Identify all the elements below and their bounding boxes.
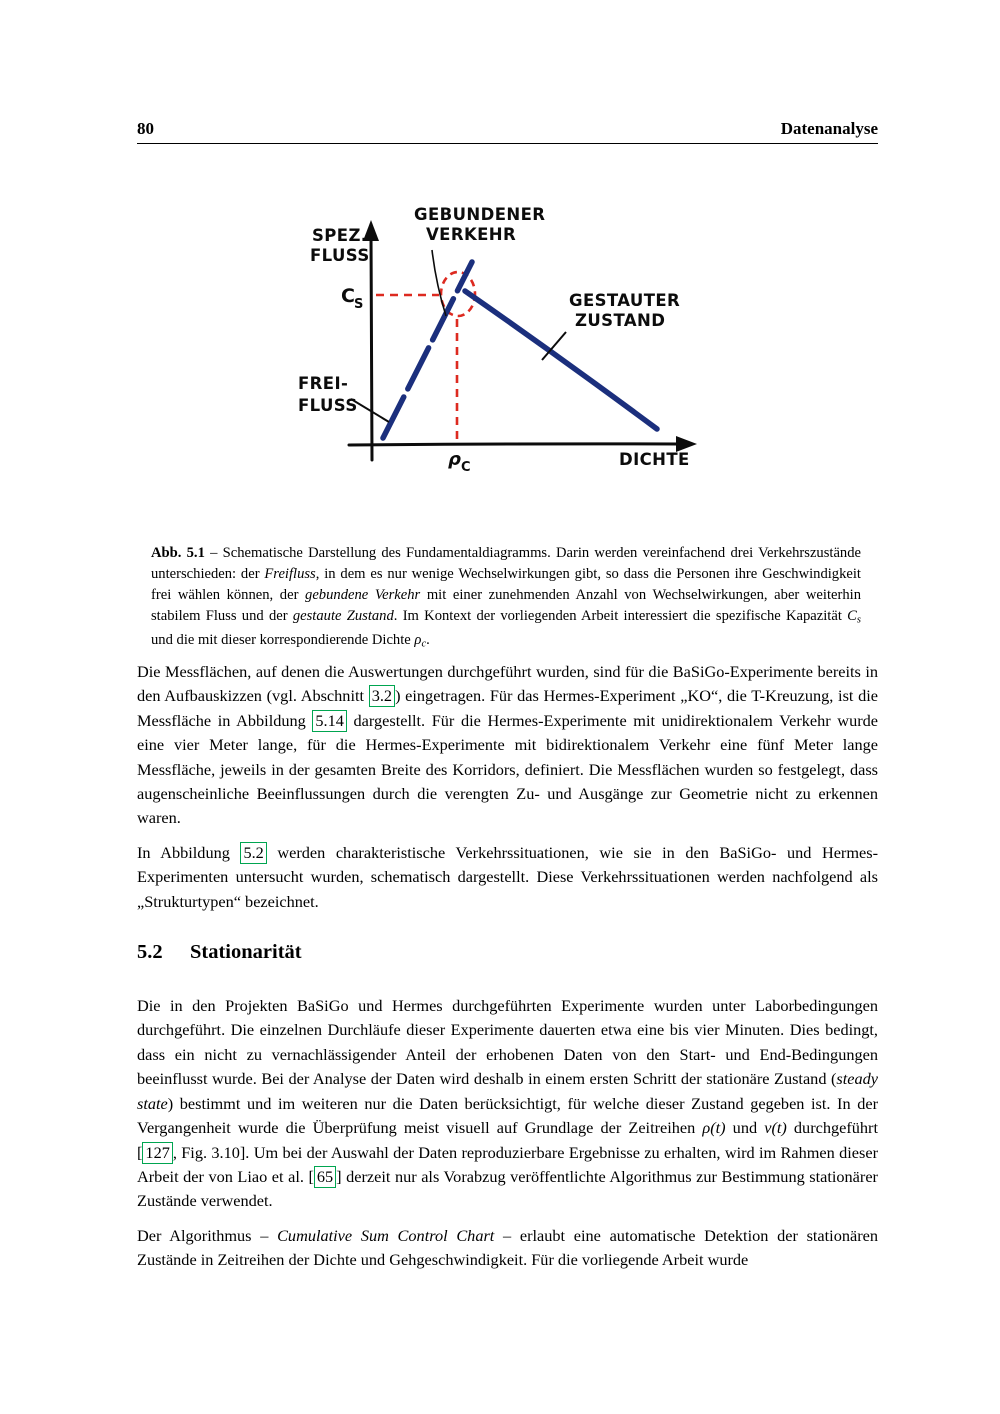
text-segment: s — [856, 614, 861, 626]
capacity-symbol-subscript: S — [354, 297, 364, 312]
bound-traffic-label-line2: VERKEHR — [426, 225, 517, 244]
text-segment: C — [847, 607, 857, 624]
text-segment: dargestellt. Für die Hermes-Experimente mit unidirektionalem Verkehr wurde eine vier Meter lange, für die Hermes-Experimente mit bidirektionalem Verkehr eine fünf Meter lange Messfläche, jeweils in der gesamten Breite des Korridors, definiert. Die Messflächen wurden so festgelegt, dass augenscheinliche Beeinflussungen durch die verengten Zu- und Ausgänge zur Geometrie nicht zu erkennen waren. — [137, 710, 878, 828]
section-title: Stationarität — [190, 941, 302, 964]
x-axis — [349, 444, 681, 445]
text-segment: Die in den Projekten BaSiGo und Hermes durchgeführten Experimente wurden unter Laborbedingungen durchgeführt. Die einzelnen Durchläufe dieser Experimente dauerten etwa eine bis vier Minuten. Dies bedingt, dass ein nicht zu vernachlässigender Anteil der erhobenen Daten von den Start- und End-Bedingungen beeinflusst wurde. Bei der Analyse der Daten wird deshalb in einem ersten Schritt der stationäre Zustand ( — [137, 996, 878, 1089]
y-axis — [371, 234, 372, 460]
capacity-symbol: C — [341, 285, 356, 307]
section-heading — [137, 940, 878, 964]
paragraph-structure-types — [137, 841, 878, 914]
running-title: Datenanalyse — [780, 119, 878, 138]
figure-caption — [151, 543, 861, 655]
text-segment: ] derzeit nur als Vorabzug veröffentlichte Algorithmus zur Bestimmung stationärer Zustände verwendet. — [137, 1166, 878, 1211]
section-number: 5.2 — [137, 941, 163, 964]
text-segment: gestaute Zustand — [292, 607, 394, 624]
text-segment: Abb. 5.1 — [151, 544, 205, 561]
paragraph-measurement-areas — [137, 660, 878, 831]
ref-link[interactable]: 3.2 — [369, 685, 395, 707]
free-flow-line — [383, 262, 472, 438]
text-segment: ρ — [414, 632, 422, 649]
text-segment: ) bestimmt und im weiteren nur die Daten berücksichtigt, für welche dieser Zustand gegeben ist. In der Vergangenheit wurde die Überprüfung meist visuell auf Grundlage der Zeitreihen — [137, 1093, 878, 1138]
ref-link[interactable]: 5.2 — [240, 842, 266, 864]
text-segment: durchgeführt [ — [137, 1118, 879, 1162]
paragraph-stationarity-intro — [137, 994, 878, 1214]
congested-label-line2: ZUSTAND — [575, 311, 666, 330]
page-header — [137, 120, 878, 144]
critical-density-symbol: ρ — [448, 449, 462, 470]
fundamental-diagram-svg — [285, 192, 705, 492]
text-segment: – erlaubt eine automatische Detektion der stationären Zustände in Zeitreihen der Dichte und Gehgeschwindigkeit. Für die vorliegende Arbeit wurde — [137, 1225, 878, 1270]
text-segment: werden charakteristische Verkehrssituationen, wie sie in den BaSiGo- und Hermes-Experimenten untersucht wurden, schematisch dargestellt. Diese Verkehrssituationen werden nachfolgend als „Strukturtypen“ bezeichnet. — [137, 842, 878, 911]
text-segment: Freifluss — [264, 565, 316, 582]
text-segment: , Fig. 3.10]. Um bei der Auswahl der Daten reproduzierbare Ergebnisse zu erhalten, wird im Rahmen dieser Arbeit der von Liao et al. [ — [137, 1142, 878, 1186]
page-number: 80 — [137, 119, 154, 138]
congested-label-line1: GESTAUTER — [569, 291, 681, 310]
text-segment: v(t) — [764, 1118, 787, 1138]
y-axis-label-line1: SPEZ. — [312, 226, 368, 245]
x-axis-label: DICHTE — [619, 450, 690, 469]
body-text — [137, 660, 878, 1283]
critical-density-subscript: C — [461, 460, 471, 475]
text-segment: und — [725, 1118, 765, 1138]
text-segment: und die mit dieser korrespondierende Dichte — [151, 632, 415, 649]
text-segment: In Abbildung — [137, 842, 241, 862]
text-segment: ) eingetragen. Für das Hermes-Experiment „KO“, die T-Kreuzung, ist die Messfläche in Abbildung — [137, 686, 879, 730]
text-segment: gebundene Verkehr — [305, 586, 421, 603]
free-flow-label-line1: FREI- — [298, 374, 349, 393]
ref-link[interactable]: 5.14 — [312, 710, 347, 732]
text-segment: Der Algorithmus – — [137, 1225, 278, 1245]
text-segment: Die Messflächen, auf denen die Auswertungen durchgeführt wurden, sind für die BaSiGo-Experimente bereits in den Aufbauskizzen (vgl. Abschnitt — [137, 662, 878, 706]
y-axis-label-line2: FLUSS — [310, 246, 370, 265]
text-segment: Cumulative Sum Control Chart — [277, 1225, 495, 1245]
ref-link[interactable]: 65 — [314, 1166, 336, 1188]
free-flow-label-line2: FLUSS — [298, 396, 358, 415]
text-segment: mit einer zunehmenden Anzahl von Wechselwirkungen, aber weiterhin stabilem Fluss und der — [151, 586, 861, 624]
text-segment: . — [426, 632, 430, 649]
text-segment: steady state — [137, 1069, 878, 1113]
paragraph-cusum-algorithm — [137, 1224, 878, 1273]
text-segment: c — [421, 638, 427, 650]
figure-fundamental-diagram — [285, 192, 705, 492]
text-segment: . Im Kontext der vorliegenden Arbeit interessiert die spezifische Kapazität — [393, 607, 848, 624]
bound-traffic-label-line1: GEBUNDENER — [414, 205, 546, 224]
text-segment: ρ(t) — [702, 1118, 726, 1138]
text-segment: – Schematische Darstellung des Fundamentaldiagramms. Darin werden vereinfachend drei Verkehrszustände unterschieden: der — [151, 544, 862, 582]
ref-link[interactable]: 127 — [142, 1142, 172, 1164]
text-segment: , in dem es nur wenige Wechselwirkungen gibt, so dass die Personen ihre Geschwindigkeit frei wählen können, der — [151, 565, 861, 603]
